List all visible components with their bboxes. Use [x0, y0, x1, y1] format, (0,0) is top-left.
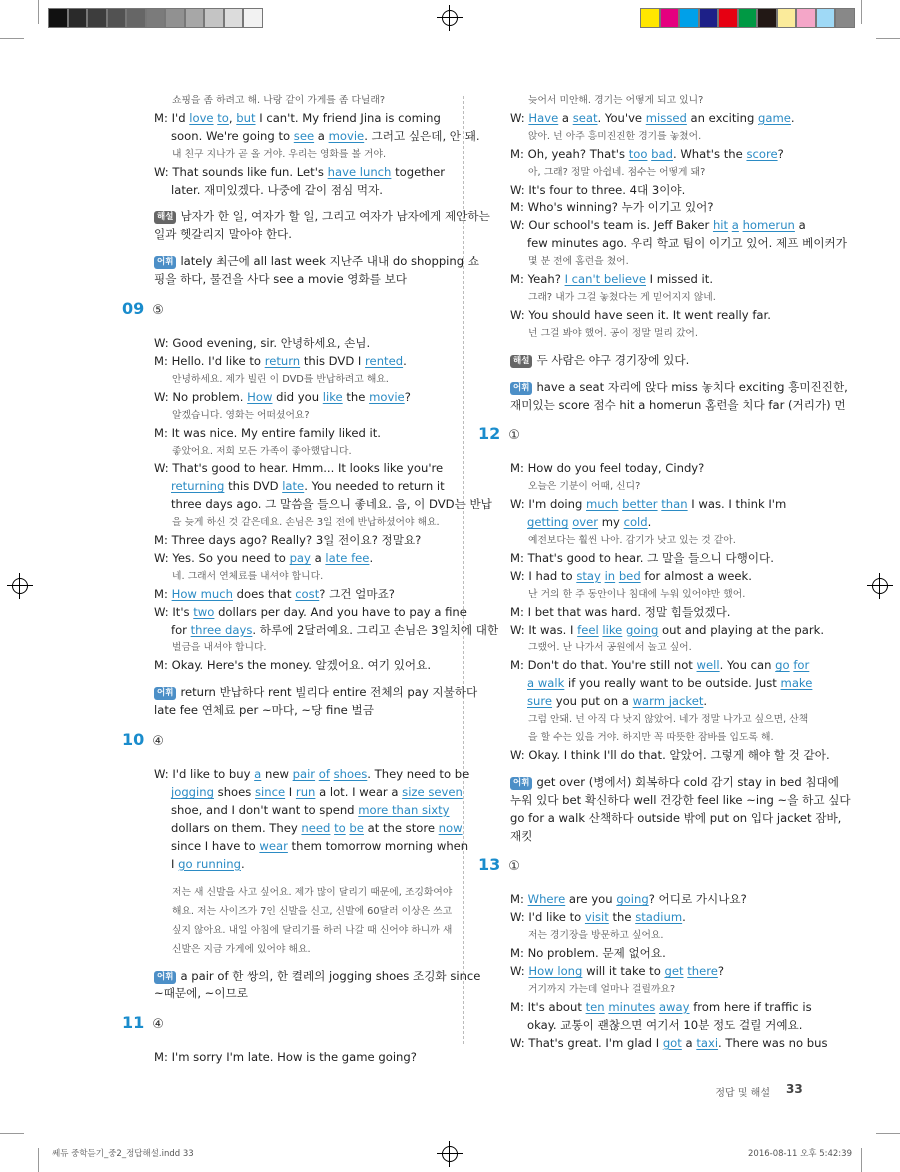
dialogue-line: W: It's two dollars per day. And you have to pay a fine — [154, 604, 467, 619]
crop-mark — [876, 38, 900, 39]
translation-line: 거기까지 가는데 얼마나 걸릴까요? — [528, 983, 676, 995]
dialogue-line: I go running. — [171, 856, 245, 871]
gray-swatch — [126, 8, 146, 28]
column-divider — [463, 96, 464, 1044]
gray-swatch — [185, 8, 205, 28]
explanation-line: 해설 남자가 한 일, 여자가 할 일, 그리고 여자가 남자에게 제안하는 — [122, 208, 454, 226]
dialogue-line: W: That sounds like fun. Let's have lunch together — [154, 164, 446, 179]
dialogue-line: W: Okay. I think I'll do that. 알았어. 그렇게 해야 할 것 같아. — [510, 747, 830, 762]
translation-line: 저는 경기장을 방문하고 싶어요. — [528, 930, 664, 942]
dialogue-line: soon. We're going to see a movie. 그러고 싶은데, 안 돼. — [171, 128, 480, 143]
vocab-tag: 어휘 — [154, 256, 176, 269]
translation-line: 예전보다는 훨씬 나아. 감기가 낫고 있는 것 같아. — [528, 535, 736, 547]
explanation-tag: 해설 — [510, 355, 532, 368]
dialogue-line: M: Three days ago? Really? 3일 전이요? 정말요? — [154, 533, 422, 548]
translation-line: 그래? 내가 그걸 놓쳤다는 게 믿어지지 않네. — [528, 291, 716, 303]
gray-swatch — [146, 8, 166, 28]
translation-line: 좋았어요. 저희 모든 가족이 좋아했답니다. — [172, 445, 352, 457]
dialogue-line: W: It's four to three. 4대 3이야. — [510, 182, 686, 197]
dialogue-line: W: I'd like to buy a new pair of shoes. They need to be — [154, 767, 470, 782]
vocab-line: 어휘 get over (병에서) 회복하다 cold 감기 stay in bed 침대에 — [478, 774, 808, 792]
color-swatch-bar — [640, 8, 855, 28]
registration-mark-icon — [442, 10, 458, 26]
vocab-tag: 어휘 — [510, 777, 532, 790]
dialogue-line: M: Don't do that. You're still not well. You can go for — [510, 658, 810, 673]
dialogue-line: W: I'd like to visit the stadium. — [510, 910, 686, 925]
dialogue-line: W: That's great. I'm glad I got a taxi. There was no bus — [510, 1035, 828, 1050]
gray-swatch — [48, 8, 68, 28]
translation-line: 을 늦게 하신 것 같은데요. 손님은 3일 전에 반납하셨어야 해요. — [172, 517, 440, 529]
question-heading: 13 ① — [478, 855, 520, 875]
dialogue-line: W: It was. I feel like going out and playing at the park. — [510, 622, 825, 637]
slug-filename: 쎄듀 중학듣기_중2_정답해설.indd 33 — [52, 1149, 194, 1159]
dialogue-line: M: How much does that cost? 그건 얼마죠? — [154, 586, 395, 601]
dialogue-line: W: How long will it take to get there? — [510, 964, 725, 979]
dialogue-line: sure you put on a warm jacket. — [527, 694, 708, 709]
dialogue-line: M: How do you feel today, Cindy? — [510, 461, 705, 476]
translation-line: 몇 분 전에 홈런을 쳤어. — [528, 256, 629, 268]
translation-line: 내 친구 지나가 곧 올 거야. 우리는 영화를 볼 거야. — [172, 148, 387, 160]
dialogue-line: W: I'm doing much better than I was. I think I'm — [510, 497, 787, 512]
translation-line: 알겠습니다. 영화는 어떠셨어요? — [172, 409, 310, 421]
dialogue-line: M: Hello. I'd like to return this DVD I rented. — [154, 353, 407, 368]
translation-line: 난 거의 한 주 동안이나 침대에 누워 있어야만 했어. — [528, 588, 746, 600]
crop-mark — [38, 1148, 39, 1172]
dialogue-line: W: Good evening, sir. 안녕하세요, 손님. — [154, 336, 371, 351]
dialogue-line: M: That's good to hear. 그 말을 들으니 다행이다. — [510, 550, 774, 565]
translation-line: 신발은 지금 가게에 있어야 해요. — [172, 943, 311, 955]
crop-mark — [0, 38, 24, 39]
dialogue-line: W: That's good to hear. Hmm... It looks like you're — [154, 461, 444, 476]
vocab-tag: 어휘 — [510, 382, 532, 395]
dialogue-line: W: You should have seen it. It went really far. — [510, 307, 771, 322]
translation-line: 벌금을 내셔야 합니다. — [172, 642, 267, 654]
dialogue-line: M: I'm sorry I'm late. How is the game going? — [154, 1050, 417, 1065]
dialogue-line: dollars on them. They need to be at the store now — [171, 820, 463, 835]
dialogue-line: M: It was nice. My entire family liked it. — [154, 425, 381, 440]
vocab-line: go for a walk 산책하다 outside 밖에 put on 입다 jacket 잠바, — [510, 810, 842, 825]
dialogue-line: returning this DVD late. You needed to return it — [171, 479, 445, 494]
dialogue-line: M: Who's winning? 누가 이기고 있어? — [510, 200, 714, 215]
dialogue-line: M: Yeah? I can't believe I missed it. — [510, 272, 713, 287]
dialogue-line: okay. 교통이 괜찮으면 여기서 10분 정도 걸릴 거예요. — [527, 1017, 803, 1032]
vocab-line: 어휘 lately 최근에 all last week 지난주 내내 do shopping 쇼 — [122, 253, 454, 271]
dialogue-line: a walk if you really want to be outside. Just make — [527, 676, 813, 691]
gray-swatch — [243, 8, 263, 28]
color-swatch — [699, 8, 719, 28]
crop-mark — [861, 1148, 862, 1172]
vocab-line: 재킷 — [510, 828, 533, 843]
registration-mark-icon — [872, 578, 888, 594]
gray-swatch — [165, 8, 185, 28]
translation-line: 저는 새 신발을 사고 싶어요. 제가 많이 달리기 때문에, 조깅화여야 — [172, 886, 453, 898]
vocab-line: 핑을 하다, 물건을 사다 see a movie 영화를 보다 — [154, 272, 407, 287]
vocab-line: ~때문에, ~이므로 — [154, 986, 248, 1001]
translation-line: 쇼핑을 좀 하려고 해. 나랑 같이 가게를 좀 다닐래? — [172, 95, 386, 106]
vocab-tag: 어휘 — [154, 971, 176, 984]
dialogue-line: later. 재미있겠다. 나중에 같이 점심 먹자. — [171, 182, 383, 197]
dialogue-line: W: Yes. So you need to pay a late fee. — [154, 550, 374, 565]
crop-mark — [876, 1133, 900, 1134]
explanation-tag: 해설 — [154, 211, 176, 224]
registration-mark-icon — [442, 1146, 458, 1162]
dialogue-line: since I have to wear them tomorrow morning when — [171, 838, 469, 853]
dialogue-line: W: Have a seat. You've missed an exciting game. — [510, 110, 795, 125]
dialogue-line: few minutes ago. 우리 학교 팀이 이기고 있어. 제프 베이커가 — [527, 236, 847, 251]
gray-swatch — [224, 8, 244, 28]
gray-swatch — [204, 8, 224, 28]
dialogue-line: M: I'd love to, but I can't. My friend Jina is coming — [154, 110, 441, 125]
translation-line: 넌 그걸 봐야 했어. 공이 정말 멀리 갔어. — [528, 327, 698, 339]
vocab-line: 어휘 return 반납하다 rent 빌리다 entire 전체의 pay 지불하다 — [122, 684, 454, 702]
dialogue-line: jogging shoes since I run a lot. I wear a size seven — [171, 785, 463, 799]
dialogue-line: three days ago. 그 말씀을 들으니 좋네요. 음, 이 DVD는 반납 — [171, 497, 492, 512]
color-swatch — [796, 8, 816, 28]
registration-mark-icon — [12, 578, 28, 594]
translation-line: 늦어서 미안해. 경기는 어떻게 되고 있니? — [528, 95, 704, 106]
footer-label: 정답 및 해설 — [715, 1088, 770, 1099]
dialogue-line: M: It's about ten minutes away from here if traffic is — [510, 999, 812, 1014]
vocab-line: 누워 있다 bet 확신하다 well 건강한 feel like ~ing ~을 하고 싶다 — [510, 792, 851, 807]
page-number: 33 — [786, 1082, 803, 1096]
color-swatch — [757, 8, 777, 28]
translation-line: 그럼 안돼. 넌 아직 다 낫지 않았어. 네가 정말 나가고 싶으면, 산책 — [528, 714, 809, 726]
dialogue-line: M: Where are you going? 어디로 가시나요? — [510, 892, 747, 907]
dialogue-line: M: I bet that was hard. 정말 힘들었겠다. — [510, 604, 731, 619]
translation-line: 오늘은 기분이 어때, 신디? — [528, 481, 641, 493]
dialogue-line: for three days. 하루에 2달러예요. 그리고 손님은 3일치에 대한 — [171, 622, 499, 637]
crop-mark — [38, 0, 39, 24]
color-swatch — [816, 8, 836, 28]
explanation-line: 일과 헷갈리지 말아야 한다. — [154, 227, 292, 242]
dialogue-line: W: Our school's team is. Jeff Baker hit a homerun a — [510, 218, 806, 233]
vocab-line: 어휘 a pair of 한 쌍의, 한 켤레의 jogging shoes 조깅화 since — [122, 968, 454, 986]
gray-swatch — [68, 8, 88, 28]
translation-line: 안녕하세요. 제가 빌린 이 DVD를 반납하려고 해요. — [172, 373, 389, 385]
crop-mark — [0, 1133, 24, 1134]
vocab-line: 재미있는 score 점수 hit a homerun 홈런을 치다 far (거리가) 먼 — [510, 397, 846, 412]
color-swatch — [679, 8, 699, 28]
dialogue-line: shoe, and I don't want to spend more than sixty — [171, 802, 450, 817]
question-heading: 11 ④ — [122, 1013, 164, 1033]
color-swatch — [660, 8, 680, 28]
translation-line: 아, 그래? 정말 아쉽네. 점수는 어떻게 돼? — [528, 166, 706, 178]
dialogue-line: W: I had to stay in bed for almost a week. — [510, 568, 752, 583]
question-heading: 12 ① — [478, 424, 520, 444]
explanation-line: 해설 두 사람은 야구 경기장에 있다. — [478, 352, 808, 370]
gray-swatch-bar — [48, 8, 263, 28]
color-swatch — [718, 8, 738, 28]
translation-line: 을 할 수는 있을 거야. 하지만 꼭 따뜻한 잠바를 입도록 해. — [528, 732, 774, 743]
dialogue-line: M: No problem. 문제 없어요. — [510, 946, 666, 961]
translation-line: 그랬어. 난 나가서 공원에서 놀고 싶어. — [528, 642, 692, 654]
translation-line: 네. 그래서 연체료를 내셔야 합니다. — [172, 570, 324, 582]
vocab-line: late fee 연체료 per ~마다, ~당 fine 벌금 — [154, 703, 374, 718]
vocab-line: 어휘 have a seat 자리에 앉다 miss 놓치다 exciting 흥미진진한, — [478, 379, 808, 397]
dialogue-line: M: Oh, yeah? That's too bad. What's the score? — [510, 146, 784, 161]
question-heading: 09 ⑤ — [122, 299, 164, 319]
color-swatch — [777, 8, 797, 28]
color-swatch — [640, 8, 660, 28]
gray-swatch — [107, 8, 127, 28]
slug-timestamp: 2016-08-11 오후 5:42:39 — [748, 1149, 852, 1159]
dialogue-line: getting over my cold. — [527, 515, 652, 530]
dialogue-line: M: Okay. Here's the money. 알겠어요. 여기 있어요. — [154, 658, 432, 673]
color-swatch — [835, 8, 855, 28]
gray-swatch — [87, 8, 107, 28]
translation-line: 싶지 않아요. 내일 아침에 달리기를 하러 나갈 때 신어야 하니까 새 — [172, 924, 453, 936]
vocab-tag: 어휘 — [154, 687, 176, 700]
crop-mark — [861, 0, 862, 24]
dialogue-line: W: No problem. How did you like the movie? — [154, 389, 411, 404]
translation-line: 해요. 저는 사이즈가 7인 신발을 신고, 신발에 60달러 이상은 쓰고 — [172, 905, 453, 917]
right-column — [478, 92, 851, 1053]
question-heading: 10 ④ — [122, 730, 164, 750]
translation-line: 앉아. 넌 아주 흥미진진한 경기를 놓쳤어. — [528, 130, 702, 142]
color-swatch — [738, 8, 758, 28]
